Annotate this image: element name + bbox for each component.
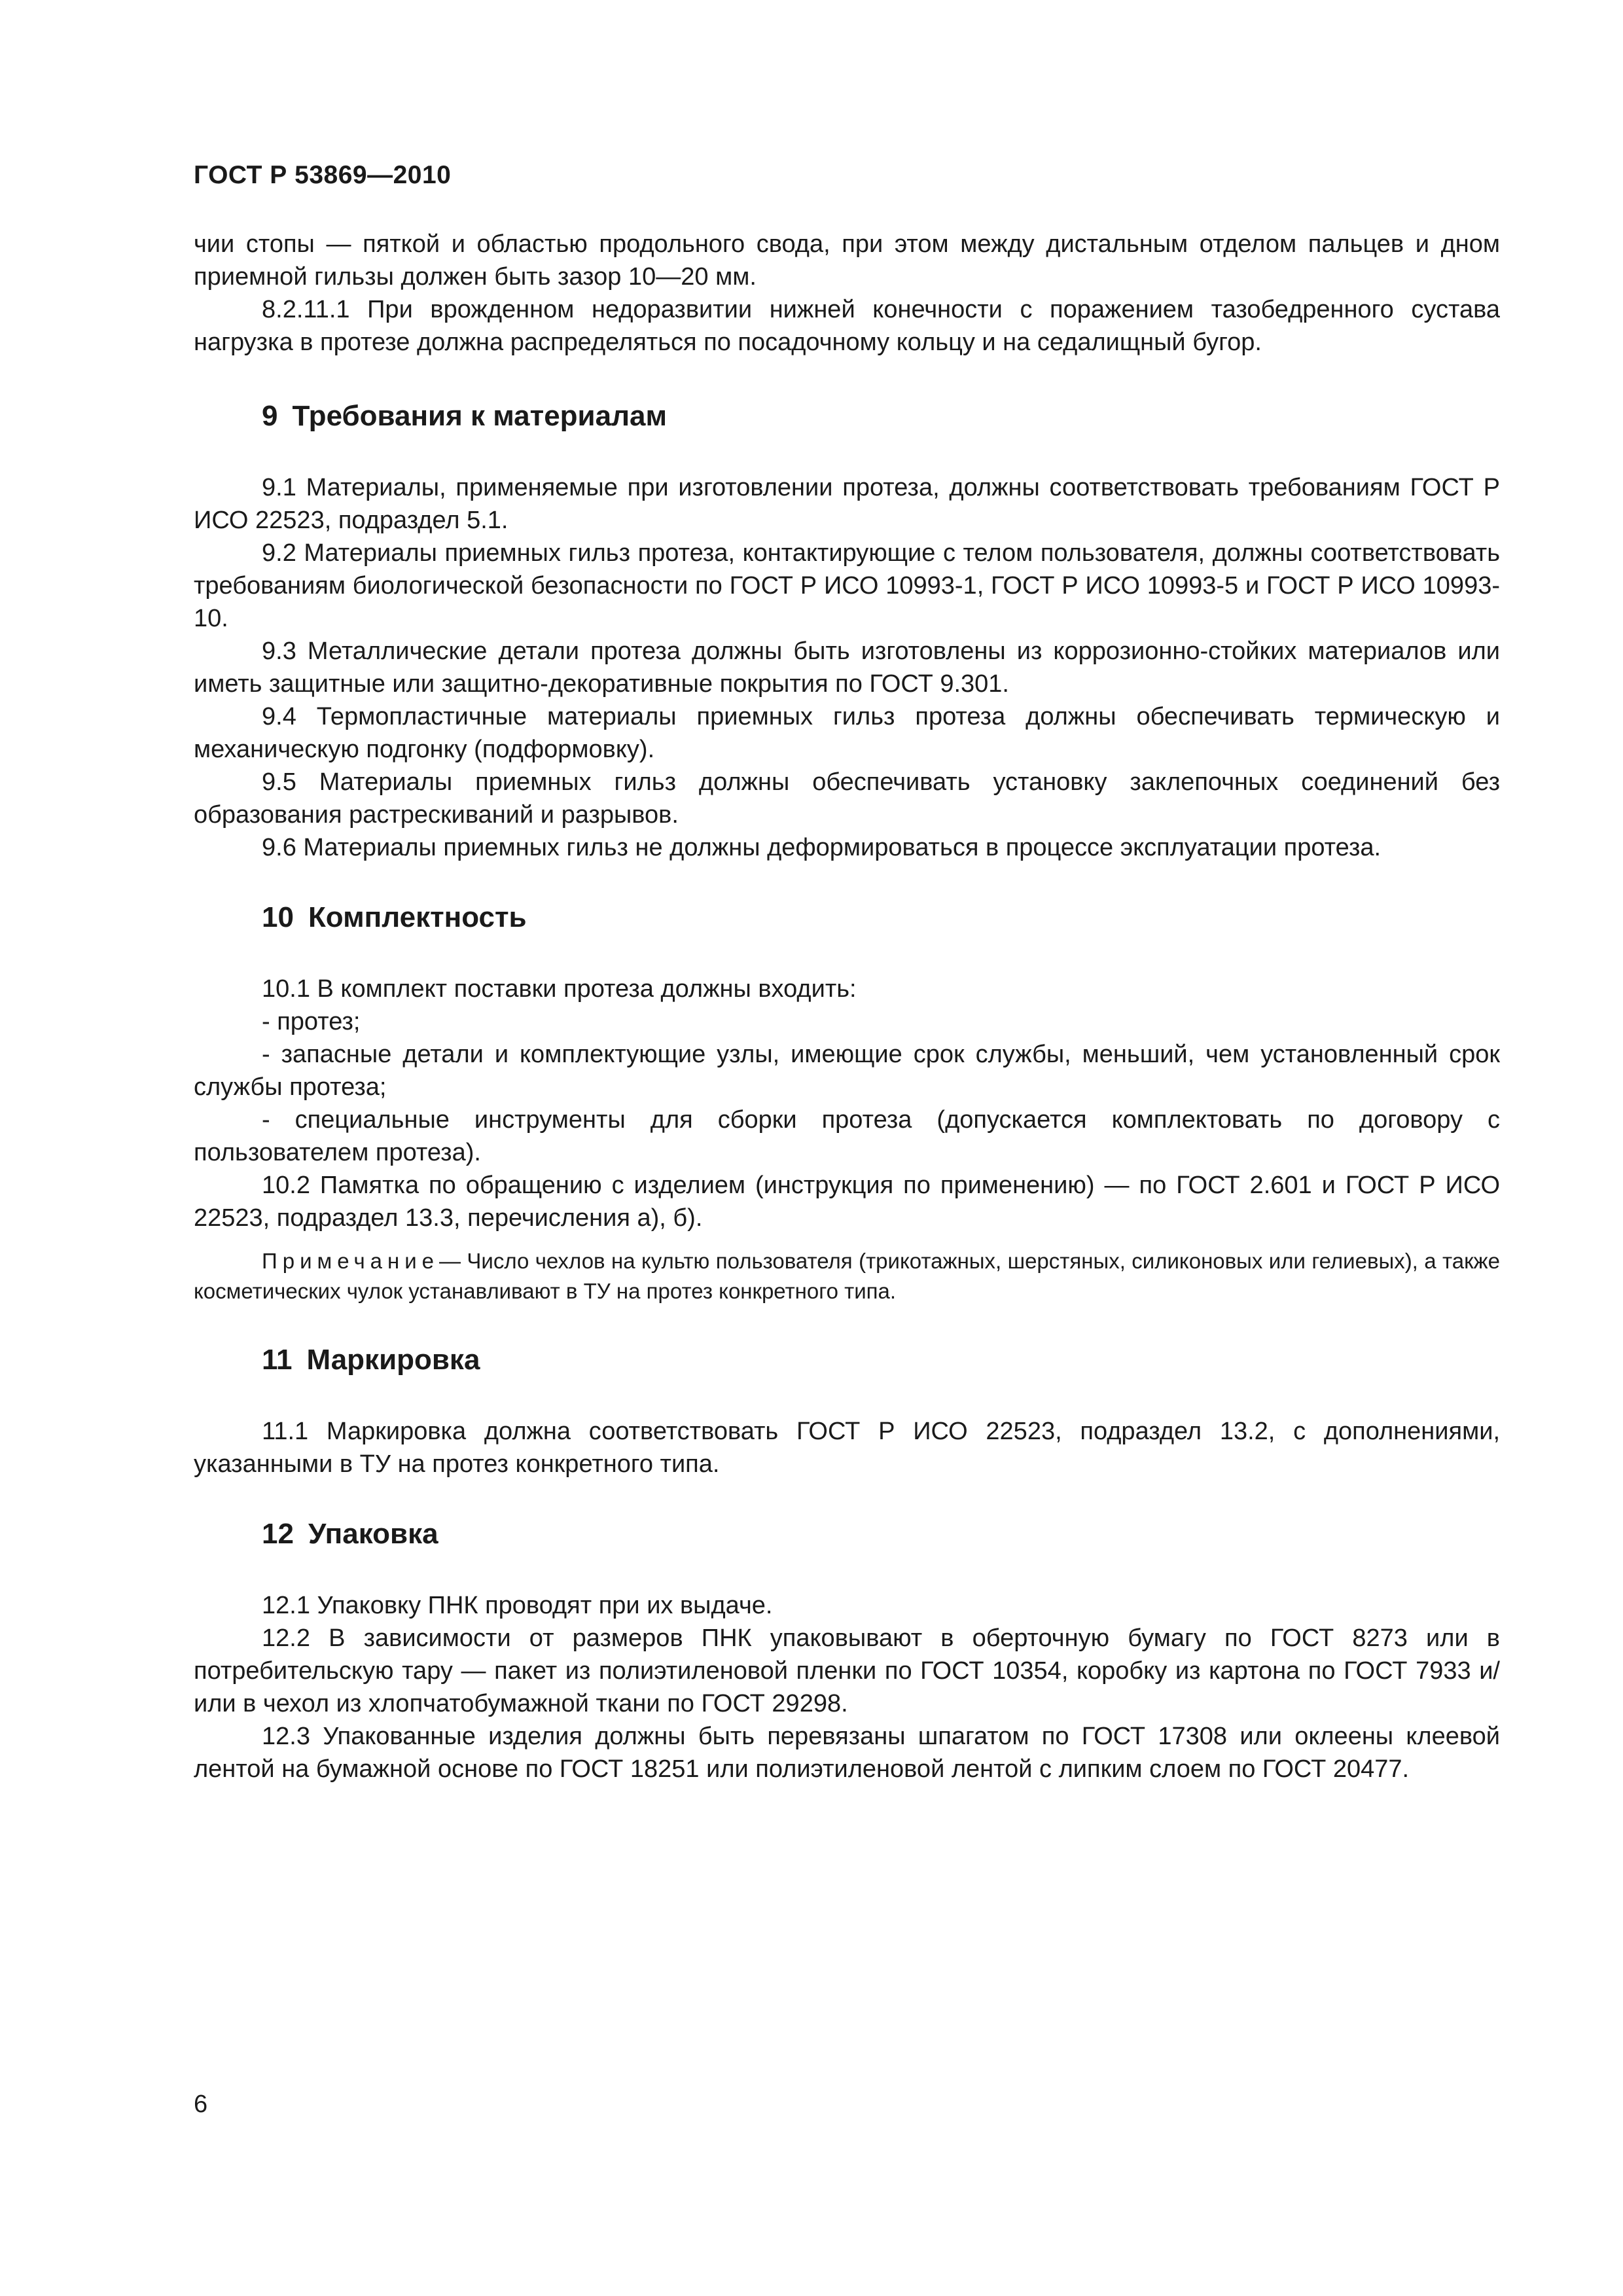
section-11-number: 11 bbox=[262, 1344, 293, 1376]
section-10-list-item-3: - специальные инструменты для сборки протеза (допускается комплектовать по договору с пользователем протеза). bbox=[194, 1106, 1500, 1166]
section-9-title: Требования к материалам bbox=[292, 400, 668, 432]
section-10-note bbox=[194, 1246, 1500, 1306]
intro-paragraph-2: 8.2.11.1 При врожденном недоразвитии нижней конечности с поражением тазобедренного сустава нагрузка в протезе должна распределяться по посадочному кольцу и на седалищный бугор. bbox=[194, 296, 1500, 356]
section-12-number: 12 bbox=[262, 1518, 294, 1550]
section-9-paragraph-2: 9.2 Материалы приемных гильз протеза, контактирующие с телом пользователя, должны соответствовать требованиям биологической безопасности по ГОСТ Р ИСО 10993-1, ГОСТ Р ИСО 10993-5 и ГОСТ Р ИСО 10993-10. bbox=[194, 539, 1500, 632]
section-9-paragraph-6: 9.6 Материалы приемных гильз не должны деформироваться в процессе эксплуатации протеза. bbox=[262, 834, 1382, 861]
note-label: Примечание bbox=[262, 1249, 440, 1273]
section-9-paragraph-1: 9.1 Материалы, применяемые при изготовлении протеза, должны соответствовать требованиям ГОСТ Р ИСО 22523, подраздел 5.1. bbox=[194, 474, 1500, 534]
section-10-heading bbox=[262, 899, 1500, 936]
section-10-paragraph-1: 10.1 В комплект поставки протеза должны входить: bbox=[262, 975, 857, 1003]
section-10-title: Комплектность bbox=[308, 901, 527, 933]
section-10-paragraph-2: 10.2 Памятка по обращению с изделием (инструкция по применению) — по ГОСТ 2.601 и ГОСТ Р ИСО 22523, подраздел 13.3, перечисления а), б). bbox=[194, 1172, 1500, 1232]
section-9-paragraph-4: 9.4 Термопластичные материалы приемных гильз протеза должны обеспечивать термическую и механическую подгонку (подформовку). bbox=[194, 703, 1500, 763]
document-header: ГОСТ Р 53869—2010 bbox=[194, 161, 452, 189]
section-11-paragraph-1: 11.1 Маркировка должна соответствовать ГОСТ Р ИСО 22523, подраздел 13.2, с дополнениями, указанными в ТУ на протез конкретного типа. bbox=[194, 1418, 1500, 1478]
section-9-number: 9 bbox=[262, 400, 278, 432]
section-12-paragraph-3: 12.3 Упакованные изделия должны быть перевязаны шпагатом по ГОСТ 17308 или оклеены клеевой лентой на бумажной основе по ГОСТ 18251 или полиэтиленовой лентой с липким слоем по ГОСТ 20477. bbox=[194, 1723, 1500, 1783]
section-10-list-item-1: - протез; bbox=[262, 1008, 361, 1035]
section-12-paragraph-1: 12.1 Упаковку ПНК проводят при их выдаче. bbox=[262, 1592, 773, 1619]
note-text: — Число чехлов на культю пользователя (трикотажных, шерстяных, силиконовых или гелиевых), а также косметических чулок устанавливают в ТУ на протез конкретного типа. bbox=[194, 1249, 1500, 1303]
section-11-title: Маркировка bbox=[306, 1344, 480, 1376]
section-12-heading bbox=[262, 1516, 1500, 1552]
page-number: 6 bbox=[194, 2090, 208, 2118]
section-11-heading bbox=[262, 1342, 1500, 1378]
section-9-heading bbox=[262, 398, 1500, 435]
section-12-paragraph-2: 12.2 В зависимости от размеров ПНК упаковывают в оберточную бумагу по ГОСТ 8273 или в потребительскую тару — пакет из полиэтиленовой пленки по ГОСТ 10354, коробку из картона по ГОСТ 7933 и/или в чехол из хлопчатобумажной ткани по ГОСТ 29298. bbox=[194, 1624, 1500, 1717]
section-12-title: Упаковка bbox=[308, 1518, 438, 1550]
intro-paragraph-1: чии стопы — пяткой и областью продольного свода, при этом между дистальным отделом пальцев и дном приемной гильзы должен быть зазор 10—20 мм. bbox=[194, 230, 1500, 291]
section-9-paragraph-5: 9.5 Материалы приемных гильз должны обеспечивать установку заклепочных соединений без образования растрескиваний и разрывов. bbox=[194, 768, 1500, 829]
section-10-number: 10 bbox=[262, 901, 294, 933]
document-body bbox=[194, 228, 1500, 1785]
section-10-list-item-2: - запасные детали и комплектующие узлы, имеющие срок службы, меньший, чем установленный срок службы протеза; bbox=[194, 1041, 1500, 1101]
section-9-paragraph-3: 9.3 Металлические детали протеза должны быть изготовлены из коррозионно-стойких материалов или иметь защитные или защитно-декоративные покрытия по ГОСТ 9.301. bbox=[194, 637, 1500, 698]
